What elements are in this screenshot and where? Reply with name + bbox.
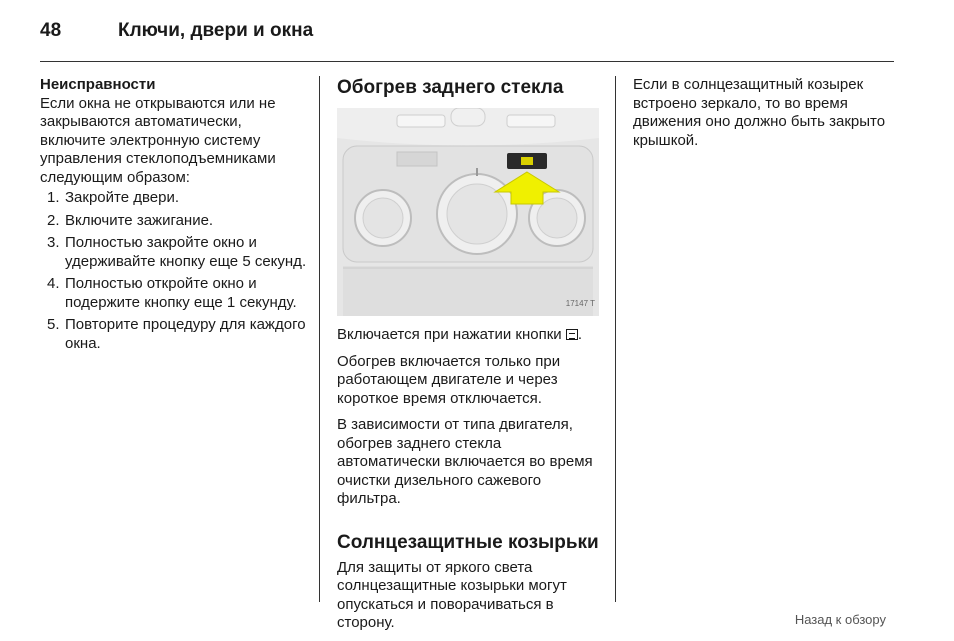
list-item — [40, 275, 308, 312]
chapter-title: Ключи, двери и окна — [118, 20, 314, 41]
climate-panel-figure — [337, 108, 599, 316]
list-item — [40, 189, 308, 208]
heating-paragraph-2: Обогрев включается только при работающем двигателе и через короткое время отключается. — [337, 352, 561, 407]
figure-code: 17147 T — [565, 298, 595, 308]
step-text: Закройте двери. — [65, 189, 180, 206]
step-number: 5. — [47, 316, 60, 333]
steps-list — [40, 189, 308, 353]
climate-panel-illustration — [337, 108, 599, 316]
list-item — [40, 316, 308, 353]
step-text: Включите зажигание. — [65, 211, 214, 229]
malfunction-heading: Неисправности — [40, 76, 156, 93]
sun-visors-heading: Солнцезащитные козырьки — [337, 531, 599, 553]
column-divider-1 — [319, 76, 320, 602]
step-number: 3. — [47, 234, 60, 251]
rear-window-heating-heading: Обогрев заднего стекла — [337, 77, 564, 98]
heating-paragraph-1: Включается при нажатии кнопки . — [337, 326, 582, 343]
heating-paragraph-3: В зависимости от типа двигателя, обогрев заднего стекла автоматически включается во время очистки дизельного сажевого фильтра. — [337, 416, 593, 507]
mirror-paragraph: Если в солнцезащитный козырек встроено зеркало, то во время движения оно должно быть закрыто крышкой. — [633, 76, 886, 149]
column-divider-2 — [615, 76, 616, 602]
sun-visors-paragraph: Для защиты от яркого света солнцезащитные козырьки могут опускаться и поворачиваться в сторону. — [337, 558, 567, 631]
step-number: 4. — [47, 275, 60, 292]
step-text: Полностью откройте окно и подержите кнопку еще 1 секунду. — [65, 275, 297, 311]
column-3 — [633, 76, 895, 158]
header-rule — [40, 61, 894, 62]
malfunction-intro: Если окна не открываются или не закрываются автоматически, включите электронную систему управления стеклоподъемниками следующим образом: — [40, 94, 276, 186]
column-1 — [40, 76, 308, 357]
rear-window-heating-icon — [566, 329, 578, 340]
back-to-overview-link[interactable]: Назад к обзору — [794, 612, 886, 627]
step-text: Повторите процедуру для каждого окна. — [65, 316, 306, 352]
list-item — [40, 212, 308, 231]
step-number: 2. — [47, 211, 60, 229]
step-text: Полностью закройте окно и удерживайте кнопку еще 5 секунд. — [65, 234, 307, 270]
column-2 — [337, 76, 599, 641]
step-number: 1. — [47, 189, 60, 206]
page-number: 48 — [40, 20, 62, 41]
list-item — [40, 234, 308, 271]
